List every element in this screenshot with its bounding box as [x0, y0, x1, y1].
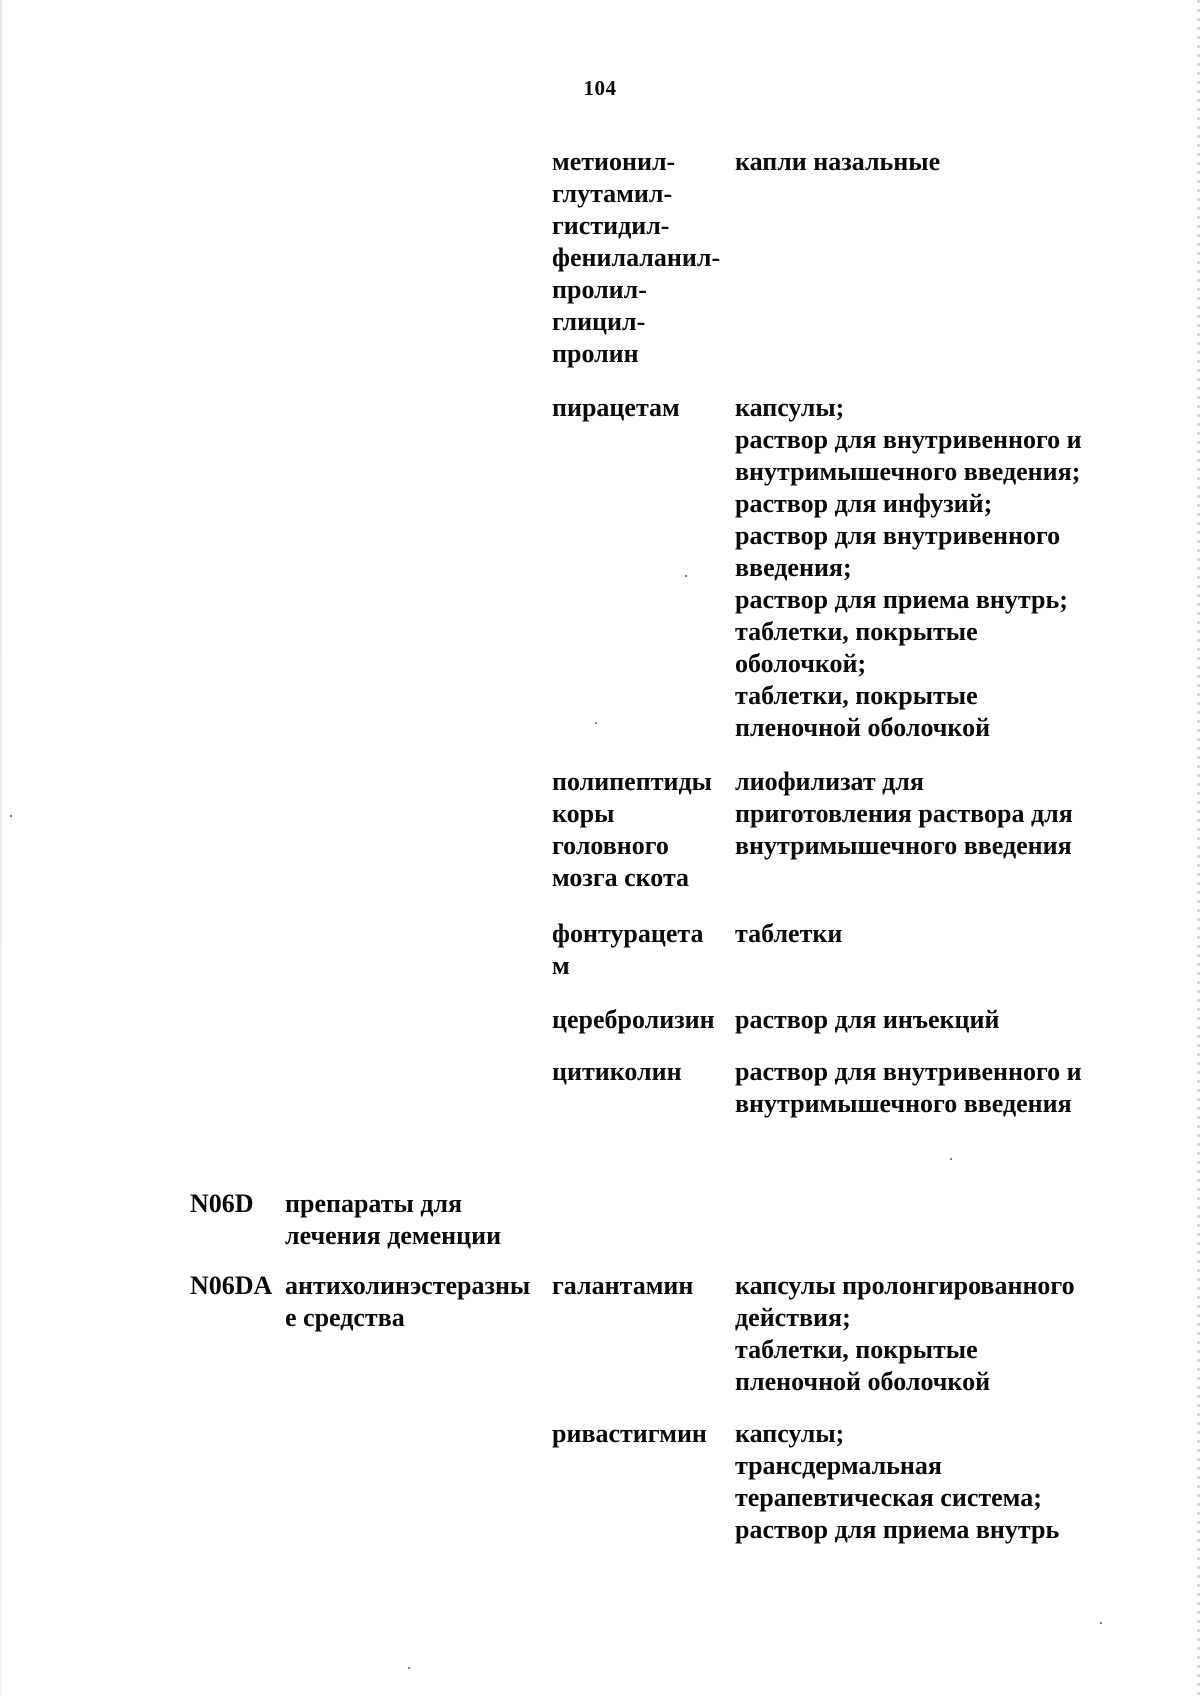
dosage-forms: лиофилизат для приготовления раствора для внутримышечного введения [735, 767, 1073, 860]
scan-speck [1100, 1622, 1102, 1624]
scan-speck [950, 1158, 952, 1160]
drug-name: цитиколин [552, 1057, 682, 1086]
dosage-forms: капсулы; раствор для внутривенного и внутримышечного введения; раствор для инфузий; раствор для внутривенного введения; раствор для приема внутрь; таблетки, покрытые оболочкой; таблетки, покрытые пленочной оболочкой [735, 393, 1082, 742]
drug-name: церебролизин [552, 1005, 715, 1034]
dosage-forms: раствор для внутривенного и внутримышечного введения [735, 1057, 1082, 1118]
scan-speck [685, 575, 687, 577]
dosage-forms: раствор для инъекций [735, 1005, 1000, 1034]
drug-name: ривастигмин [552, 1419, 707, 1448]
dosage-forms: капсулы; трансдермальная терапевтическая система; раствор для приема внутрь [735, 1419, 1060, 1544]
drug-name: фонтурацета м [552, 919, 704, 980]
page-number: 104 [583, 76, 617, 100]
dosage-forms: капли назальные [735, 147, 941, 176]
atc-group-name: препараты для лечения деменции [285, 1189, 502, 1250]
drug-name: галантамин [552, 1271, 694, 1300]
scan-edge-left [0, 0, 2, 1697]
drug-name: полипептиды коры головного мозга скота [552, 767, 712, 892]
scan-speck [595, 722, 597, 724]
dosage-forms: таблетки [735, 919, 843, 948]
atc-group-name: антихолинэстеразны е средства [285, 1271, 531, 1332]
atc-code: N06DA [190, 1271, 273, 1300]
drug-name: пирацетам [552, 393, 680, 422]
scan-speck [408, 1667, 410, 1669]
drug-name: метионил- глутамил- гистидил- фенилаланил- пролил- глицил- пролин [552, 147, 721, 368]
scan-speck [10, 815, 12, 817]
dosage-forms: капсулы пролонгированного действия; таблетки, покрытые пленочной оболочкой [735, 1271, 1075, 1396]
atc-code: N06D [190, 1189, 254, 1218]
